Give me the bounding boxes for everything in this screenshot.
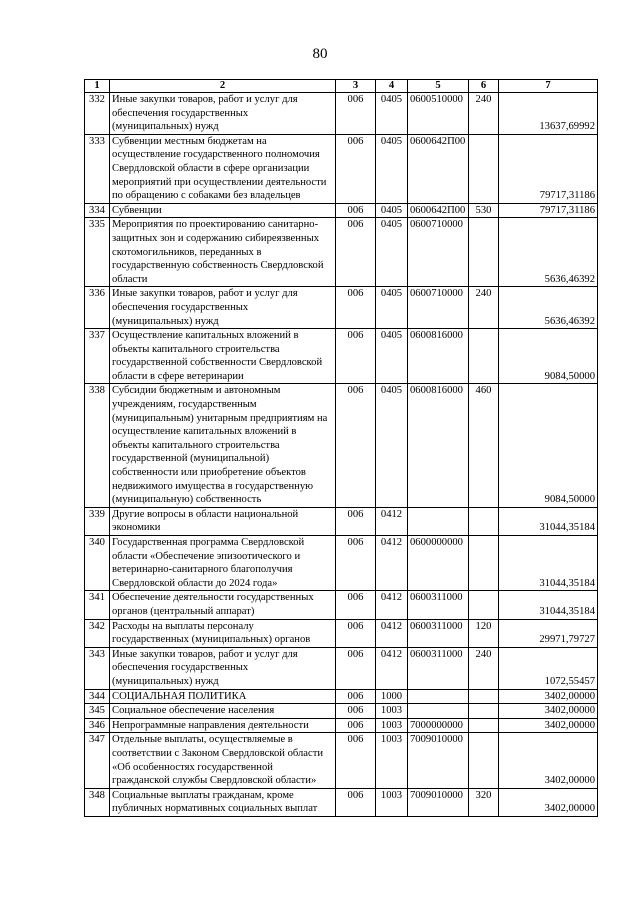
row-amount: 5636,46392 <box>499 287 598 329</box>
row-target-item: 0600311000 <box>408 619 469 647</box>
row-description: Обеспечение деятельности государственных органов (центральный аппарат) <box>110 591 336 619</box>
row-description: Непрограммные направления деятельности <box>110 718 336 733</box>
row-section-code: 0412 <box>376 647 408 689</box>
table-row <box>85 93 598 135</box>
header-col-7: 7 <box>499 80 598 93</box>
row-expense-type: 460 <box>469 384 499 507</box>
row-description: Расходы на выплаты персоналу государственных (муниципальных) органов <box>110 619 336 647</box>
row-ministry-code: 006 <box>336 329 376 384</box>
row-expense-type: 240 <box>469 93 499 135</box>
row-number: 346 <box>85 718 110 733</box>
header-col-2: 2 <box>110 80 336 93</box>
row-ministry-code: 006 <box>336 134 376 203</box>
row-expense-type <box>469 536 499 591</box>
row-target-item: 0600311000 <box>408 591 469 619</box>
row-section-code: 0405 <box>376 329 408 384</box>
row-target-item: 0600000000 <box>408 536 469 591</box>
header-col-4: 4 <box>376 80 408 93</box>
row-target-item: 0600816000 <box>408 329 469 384</box>
row-description: Субвенции местным бюджетам на осуществление государственного полномочия Свердловской области в сфере организации мероприятий при осуществлении деятельности по обращению с собаками без владельцев <box>110 134 336 203</box>
row-target-item: 0600510000 <box>408 93 469 135</box>
table-body <box>85 93 598 817</box>
row-expense-type <box>469 733 499 788</box>
row-amount: 79717,31186 <box>499 134 598 203</box>
row-number: 344 <box>85 689 110 704</box>
table-row <box>85 619 598 647</box>
row-description: Другие вопросы в области национальной экономики <box>110 507 336 535</box>
row-ministry-code: 006 <box>336 203 376 218</box>
row-amount: 79717,31186 <box>499 203 598 218</box>
table-row <box>85 647 598 689</box>
row-amount: 9084,50000 <box>499 384 598 507</box>
row-target-item: 0600642П00 <box>408 134 469 203</box>
row-ministry-code: 006 <box>336 507 376 535</box>
row-target-item: 0600710000 <box>408 218 469 287</box>
row-number: 337 <box>85 329 110 384</box>
row-ministry-code: 006 <box>336 733 376 788</box>
row-expense-type: 320 <box>469 788 499 816</box>
row-description: Субвенции <box>110 203 336 218</box>
row-number: 332 <box>85 93 110 135</box>
row-number: 339 <box>85 507 110 535</box>
table-row <box>85 536 598 591</box>
row-amount: 5636,46392 <box>499 218 598 287</box>
table-row <box>85 718 598 733</box>
row-description: Иные закупки товаров, работ и услуг для обеспечения государственных (муниципальных) нужд <box>110 93 336 135</box>
row-ministry-code: 006 <box>336 287 376 329</box>
row-number: 335 <box>85 218 110 287</box>
row-ministry-code: 006 <box>336 536 376 591</box>
row-ministry-code: 006 <box>336 591 376 619</box>
row-target-item <box>408 704 469 719</box>
row-amount: 3402,00000 <box>499 689 598 704</box>
row-description: Субсидии бюджетным и автономным учреждениям, государственным (муниципальным) унитарным предприятиям на осуществление капитальных вложений в объекты капитального строительства государственной (муниципальной) собственности или приобретение объектов недвижимого имущества в государственную (муниципальную) собственность <box>110 384 336 507</box>
row-expense-type <box>469 689 499 704</box>
row-description: Иные закупки товаров, работ и услуг для обеспечения государственных (муниципальных) нужд <box>110 287 336 329</box>
row-ministry-code: 006 <box>336 689 376 704</box>
row-target-item: 0600816000 <box>408 384 469 507</box>
row-expense-type: 530 <box>469 203 499 218</box>
row-amount: 31044,35184 <box>499 591 598 619</box>
row-number: 348 <box>85 788 110 816</box>
row-number: 338 <box>85 384 110 507</box>
row-ministry-code: 006 <box>336 619 376 647</box>
page-number: 80 <box>312 46 328 62</box>
row-ministry-code: 006 <box>336 647 376 689</box>
row-expense-type <box>469 704 499 719</box>
row-target-item: 0600710000 <box>408 287 469 329</box>
row-description: Отдельные выплаты, осуществляемые в соответствии с Законом Свердловской области «Об особенностях государственной гражданской службы Свердловской области» <box>110 733 336 788</box>
row-section-code: 0405 <box>376 203 408 218</box>
row-expense-type <box>469 134 499 203</box>
row-section-code: 1000 <box>376 689 408 704</box>
row-number: 341 <box>85 591 110 619</box>
row-section-code: 1003 <box>376 788 408 816</box>
row-expense-type: 120 <box>469 619 499 647</box>
table-row <box>85 704 598 719</box>
header-col-5: 5 <box>408 80 469 93</box>
row-expense-type: 240 <box>469 647 499 689</box>
row-description: Мероприятия по проектированию санитарно- защитных зон и содержанию сибиреязвенных скотомогильников, переданных в государственную собственность Свердловской области <box>110 218 336 287</box>
row-amount: 9084,50000 <box>499 329 598 384</box>
row-number: 334 <box>85 203 110 218</box>
row-ministry-code: 006 <box>336 718 376 733</box>
table-row <box>85 287 598 329</box>
row-number: 343 <box>85 647 110 689</box>
row-description: Осуществление капитальных вложений в объекты капитального строительства государственной собственности Свердловской области в сфере ветеринарии <box>110 329 336 384</box>
header-col-6: 6 <box>469 80 499 93</box>
header-col-3: 3 <box>336 80 376 93</box>
row-section-code: 0412 <box>376 619 408 647</box>
row-section-code: 0405 <box>376 93 408 135</box>
row-amount: 31044,35184 <box>499 507 598 535</box>
row-target-item: 0600311000 <box>408 647 469 689</box>
table-row <box>85 329 598 384</box>
row-description: Социальное обеспечение населения <box>110 704 336 719</box>
row-target-item <box>408 689 469 704</box>
row-section-code: 0412 <box>376 591 408 619</box>
row-expense-type <box>469 329 499 384</box>
table-row <box>85 134 598 203</box>
row-number: 340 <box>85 536 110 591</box>
row-amount: 1072,55457 <box>499 647 598 689</box>
row-expense-type <box>469 591 499 619</box>
row-number: 345 <box>85 704 110 719</box>
table-row <box>85 689 598 704</box>
row-amount: 3402,00000 <box>499 788 598 816</box>
table-row <box>85 591 598 619</box>
row-description: Государственная программа Свердловской области «Обеспечение эпизоотического и ветеринарно-санитарного благополучия Свердловской области до 2024 года» <box>110 536 336 591</box>
row-section-code: 0405 <box>376 134 408 203</box>
row-section-code: 0412 <box>376 536 408 591</box>
row-number: 347 <box>85 733 110 788</box>
row-section-code: 1003 <box>376 704 408 719</box>
table-header-row <box>85 80 598 93</box>
table-row <box>85 507 598 535</box>
row-target-item <box>408 507 469 535</box>
row-number: 333 <box>85 134 110 203</box>
row-section-code: 1003 <box>376 718 408 733</box>
row-target-item: 7000000000 <box>408 718 469 733</box>
row-ministry-code: 006 <box>336 704 376 719</box>
row-ministry-code: 006 <box>336 384 376 507</box>
table-row <box>85 733 598 788</box>
row-description: СОЦИАЛЬНАЯ ПОЛИТИКА <box>110 689 336 704</box>
row-expense-type <box>469 718 499 733</box>
row-ministry-code: 006 <box>336 93 376 135</box>
row-expense-type <box>469 507 499 535</box>
row-amount: 3402,00000 <box>499 718 598 733</box>
table-row <box>85 788 598 816</box>
row-amount: 3402,00000 <box>499 704 598 719</box>
row-target-item: 0600642П00 <box>408 203 469 218</box>
row-section-code: 1003 <box>376 733 408 788</box>
row-ministry-code: 006 <box>336 218 376 287</box>
row-description: Иные закупки товаров, работ и услуг для обеспечения государственных (муниципальных) нужд <box>110 647 336 689</box>
header-col-1: 1 <box>85 80 110 93</box>
table-row <box>85 203 598 218</box>
row-section-code: 0412 <box>376 507 408 535</box>
row-expense-type <box>469 218 499 287</box>
row-amount: 3402,00000 <box>499 733 598 788</box>
table-row <box>85 384 598 507</box>
row-number: 336 <box>85 287 110 329</box>
row-amount: 31044,35184 <box>499 536 598 591</box>
table-row <box>85 218 598 287</box>
row-expense-type: 240 <box>469 287 499 329</box>
row-amount: 13637,69992 <box>499 93 598 135</box>
row-section-code: 0405 <box>376 287 408 329</box>
budget-table <box>84 79 598 817</box>
row-description: Социальные выплаты гражданам, кроме публичных нормативных социальных выплат <box>110 788 336 816</box>
row-target-item: 7009010000 <box>408 733 469 788</box>
row-section-code: 0405 <box>376 384 408 507</box>
row-ministry-code: 006 <box>336 788 376 816</box>
row-section-code: 0405 <box>376 218 408 287</box>
row-amount: 29971,79727 <box>499 619 598 647</box>
row-target-item: 7009010000 <box>408 788 469 816</box>
row-number: 342 <box>85 619 110 647</box>
